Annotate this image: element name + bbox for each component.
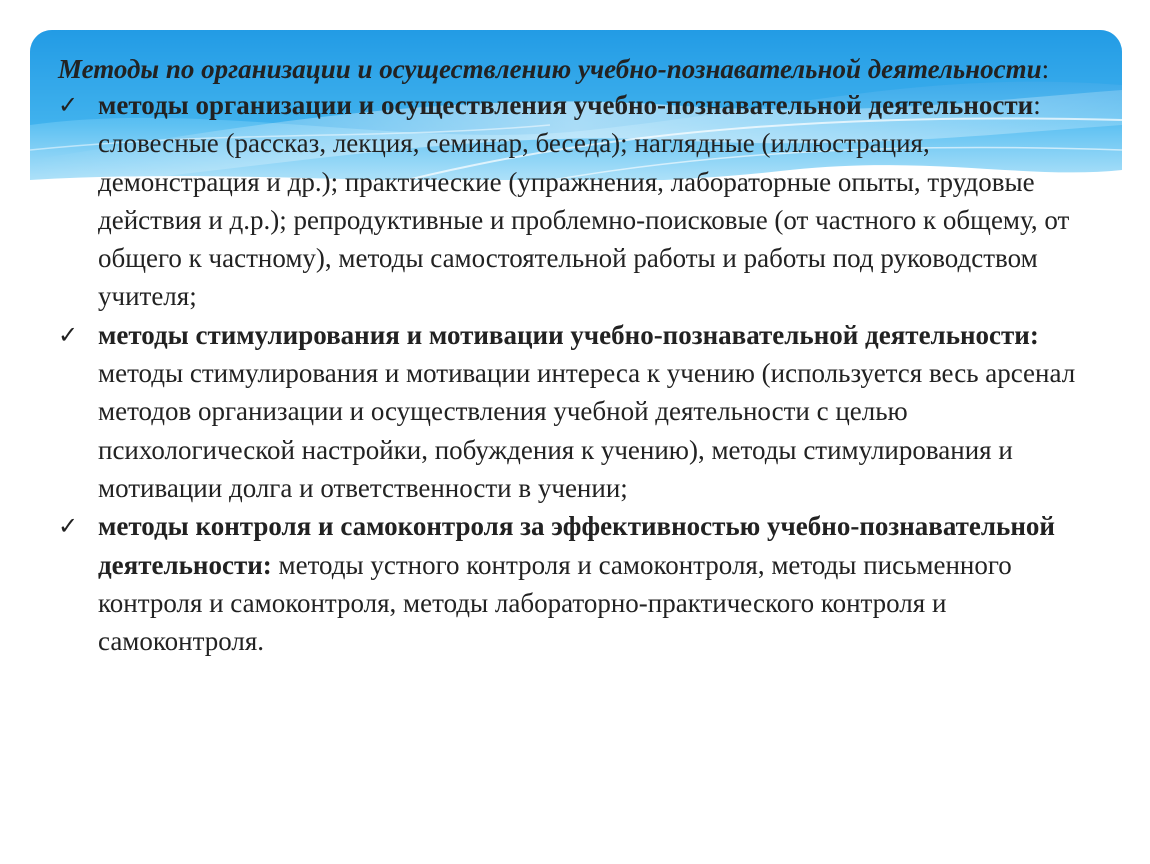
slide-title-text: Методы по организации и осуществлению учебно-познавательной деятельности: [58, 54, 1042, 84]
check-icon: ✓: [58, 512, 79, 541]
list-item: [58, 316, 1078, 507]
slide-title-colon: :: [1041, 54, 1050, 84]
list-item: [58, 86, 1078, 316]
list-item-text: словесные (рассказ, лекция, семинар, беседа); наглядные (иллюстрация, демонстрация и др.); практические (упражнения, лабораторные опыты, трудовые действия и д.р.); репродуктивные и проблемно-поисковые (от частного к общему, от общего к частному), методы самостоятельной работы и работы под руководством учителя;: [98, 128, 1070, 312]
list-item-separator: [272, 550, 279, 580]
content: [58, 52, 1078, 660]
check-icon: ✓: [58, 320, 79, 349]
list-item-bold-label: методы стимулирования и мотивации учебно-познавательной деятельности:: [98, 319, 1039, 350]
list-item-bold-label: методы организации и осуществления учебно-познавательной деятельности: [98, 90, 1034, 120]
methods-list: [58, 86, 1078, 660]
list-item-bold-label: методы контроля и самоконтроля за эффективностью учебно-познавательной деятельности:: [98, 511, 1055, 580]
list-item-text: методы стимулирования и мотивации интереса к учению (используется весь арсенал методов организации и осуществления учебной деятельности с целью психологической настройки, побуждения к учению), методы стимулирования и мотивации долга и ответственности в учении;: [98, 358, 1076, 503]
slide-title: [58, 52, 1078, 86]
list-item: [58, 507, 1078, 660]
list-item-text: методы устного контроля и самоконтроля, методы письменного контроля и самоконтроля, методы лабораторно-практического контроля и самоконтроля.: [98, 549, 1012, 657]
list-item-separator: :: [1033, 90, 1041, 120]
check-icon: ✓: [58, 91, 79, 119]
